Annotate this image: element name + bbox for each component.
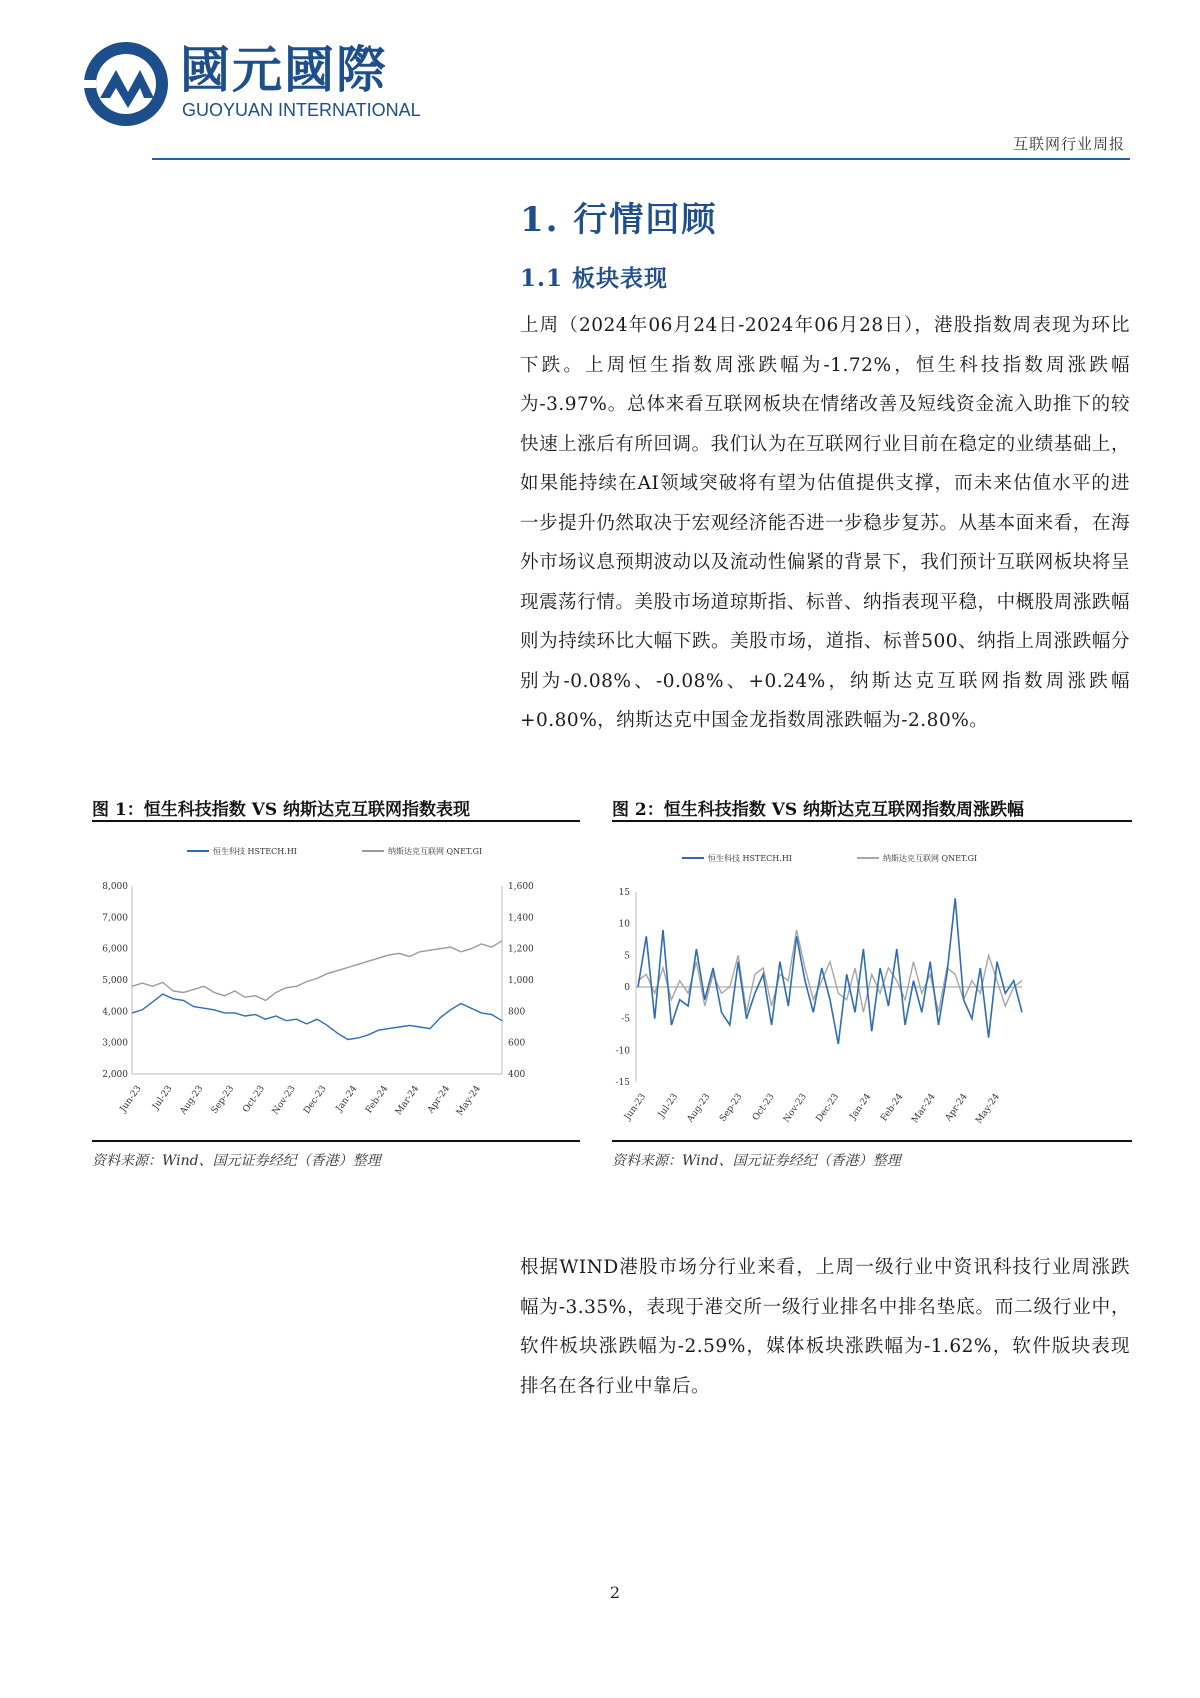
logo-english-name: GUOYUAN INTERNATIONAL: [182, 100, 421, 120]
subsection-heading: 1.1 板块表现: [520, 265, 669, 292]
x-tick-label: Feb-24: [364, 1083, 391, 1116]
x-tick-label: Sep-23: [209, 1083, 237, 1116]
x-tick-label: Jan-24: [848, 1091, 874, 1122]
figure1-source: 资料来源：Wind、国元证券经纪（香港）整理: [92, 1153, 381, 1169]
right-axis-tick: 1,600: [508, 882, 534, 892]
right-axis-tick: 800: [508, 1007, 526, 1018]
x-tick-label: Apr-24: [426, 1083, 453, 1116]
left-axis-tick: 4,000: [102, 1007, 128, 1018]
y-axis-tick: 5: [624, 951, 630, 962]
industry-performance-paragraph: 根据WIND港股市场分行业来看，上周一级行业中资讯科技行业周涨跌幅为-3.35%，表现于港交所一级行业排名中排名垫底。而二级行业中，软件板块涨跌幅为-2.59%，媒体板块涨跌幅为-1.62%，软件版块表现排名在各行业中靠后。: [520, 1257, 1130, 1397]
x-tick-label: Oct-23: [241, 1083, 268, 1115]
right-axis-tick: 1,200: [508, 944, 534, 955]
x-tick-label: Mar-24: [393, 1083, 422, 1118]
figure2-top-rule: [612, 820, 1132, 822]
legend-label: 恒生科技 HSTECH.HI: [213, 847, 297, 856]
x-tick-label: May-24: [455, 1083, 483, 1118]
right-axis-tick: 1,000: [508, 976, 534, 986]
figure2-bottom-rule: [612, 1140, 1132, 1142]
y-axis-tick: -5: [621, 1014, 630, 1025]
left-axis-tick: 7,000: [102, 913, 128, 924]
left-axis-tick: 2,000: [102, 1070, 128, 1080]
x-tick-label: Mar-24: [910, 1091, 938, 1126]
section-heading: 1. 行情回顾: [520, 200, 718, 240]
x-tick-label: Jun-23: [622, 1091, 649, 1123]
x-tick-label: Jul-23: [656, 1091, 681, 1120]
x-tick-label: Dec-23: [302, 1083, 329, 1116]
left-axis-tick: 6,000: [102, 944, 128, 955]
legend-label: 纳斯达克互联网 QNET.GI: [883, 854, 978, 863]
logo-chinese-name: 國元國際: [180, 41, 388, 99]
x-tick-label: Apr-24: [943, 1091, 970, 1124]
figure2-chart: [612, 836, 1132, 1136]
right-axis-tick: 600: [508, 1038, 526, 1049]
x-tick-label: Jun-23: [118, 1083, 144, 1115]
x-tick-label: Nov-23: [781, 1091, 809, 1125]
x-tick-label: Nov-23: [270, 1083, 298, 1117]
y-axis-tick: 15: [618, 888, 630, 898]
y-axis-tick: 0: [624, 983, 630, 993]
y-axis-tick: -15: [615, 1078, 630, 1088]
x-tick-label: May-24: [974, 1091, 1002, 1126]
page-number: 2: [609, 1583, 621, 1602]
market-review-paragraph: 上周（2024年06月24日-2024年06月28日），港股指数周表现为环比下跌。上周恒生指数周涨跌幅为-1.72%，恒生科技指数周涨跌幅为-3.97%。总体来看互联网板块在情绪改善及短线资金流入助推下的较快速上涨后有所回调。我们认为在互联网行业目前在稳定的业绩基础上，如果能持续在AI领域突破将有望为估值提供支撑，而未来估值水平的进一步提升仍然取决于宏观经济能否进一步稳步复苏。从基本面来看，在海外市场议息预期波动以及流动性偏紧的背景下，我们预计互联网板块将呈现震荡行情。美股市场道琼斯指、标普、纳指表现平稳，中概股周涨跌幅则为持续环比大幅下跌。美股市场，道指、标普500、纳指上周涨跌幅分别为-0.08%、-0.08%、+0.24%，纳斯达克互联网指数周涨跌幅+0.80%，纳斯达克中国金龙指数周涨跌幅为-2.80%。: [520, 315, 1130, 731]
x-tick-label: Dec-23: [814, 1091, 842, 1124]
series-line-hstech: [132, 994, 502, 1039]
right-axis-tick: 1,400: [508, 913, 534, 924]
y-axis-tick: 10: [618, 919, 630, 930]
x-tick-label: Aug-23: [178, 1083, 206, 1117]
figure2-title: 图 2：恒生科技指数 VS 纳斯达克互联网指数周涨跌幅: [612, 800, 1025, 820]
x-tick-label: Oct-23: [751, 1091, 777, 1123]
guoyuan-logo-icon: [82, 40, 170, 128]
figure1-bottom-rule: [92, 1140, 580, 1142]
x-tick-label: Jul-23: [150, 1083, 175, 1112]
figure1-title: 图 1：恒生科技指数 VS 纳斯达克互联网指数表现: [92, 800, 471, 820]
y-axis-tick: -10: [615, 1046, 630, 1057]
x-tick-label: Jan-24: [334, 1083, 360, 1114]
document-type: 互联网行业周报: [1012, 135, 1125, 153]
series-line-qnet: [132, 941, 502, 1001]
left-axis-tick: 8,000: [102, 882, 128, 892]
x-tick-label: Aug-23: [685, 1091, 713, 1125]
figure1-top-rule: [92, 820, 580, 822]
x-tick-label: Sep-23: [718, 1091, 745, 1124]
legend-label: 恒生科技 HSTECH.HI: [708, 854, 792, 863]
figure2-source: 资料来源：Wind、国元证券经纪（香港）整理: [612, 1153, 901, 1169]
left-axis-tick: 3,000: [102, 1038, 128, 1049]
series-line-hstech: [638, 898, 1022, 1044]
figure1-chart: [92, 836, 572, 1136]
left-axis-tick: 5,000: [102, 976, 128, 986]
right-axis-tick: 400: [508, 1070, 526, 1080]
x-tick-label: Feb-24: [879, 1091, 906, 1124]
header-divider: [152, 158, 1130, 160]
legend-label: 纳斯达克互联网 QNET.GI: [388, 847, 483, 856]
